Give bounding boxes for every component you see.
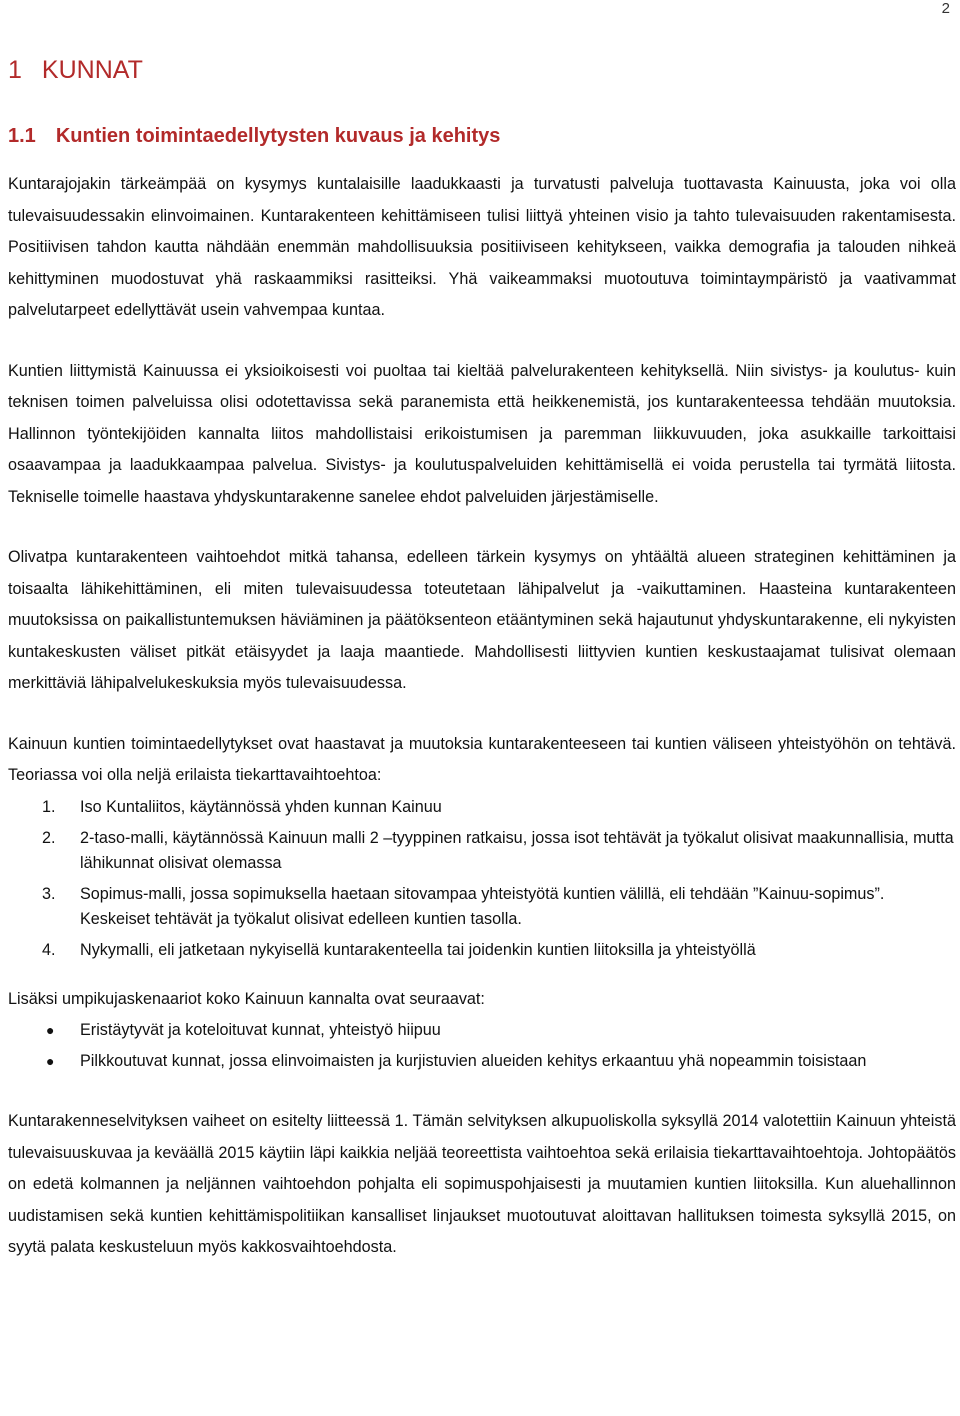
list-item-number: 1.	[42, 797, 56, 816]
paragraph-1: Kuntarajojakin tärkeämpää on kysymys kuntalaisille laadukkaasti ja turvatusti palveluja tuottavasta Kainuusta, joka voi olla tulevaisuudessakin elinvoimainen. Kuntarakenteen kehittämiseen tulisi liittyä yhteinen visio ja tahto tulevaisuuden rakentamisesta. Positiivisen tahdon kautta nähdään enemmän mahdollisuuksia positiiviseen kehitykseen, vaikka demografia ja talouden nihkeä kehittyminen muodostuvat yhä raskaammiksi rasitteiksi. Yhä vaikeammaksi muotoutuva toimintaympäristö ja vaativammat palvelutarpeet edellyttävät usein vahvempaa kuntaa.	[8, 175, 956, 319]
list-item	[8, 792, 956, 823]
heading-1-title: KUNNAT	[41, 56, 143, 84]
list-item-text: Nykymalli, eli jatketaan nykyisellä kuntarakenteella tai joidenkin kuntien liitoksilla ja yhteistyöllä	[80, 940, 756, 959]
heading-2-title: Kuntien toimintaedellytysten kuvaus ja kehitys	[55, 125, 501, 147]
list-item-number: 3.	[42, 884, 56, 903]
dead-end-scenarios-list	[8, 1015, 956, 1077]
bullet-icon: ●	[46, 1053, 55, 1069]
heading-1	[8, 56, 143, 85]
list-item-number: 2.	[42, 828, 56, 847]
heading-2-number: 1.1	[8, 125, 36, 147]
list-item-number: 4.	[42, 940, 56, 959]
document-body	[8, 169, 956, 1264]
list-item-text: 2-taso-malli, käytännössä Kainuun malli 2 –tyyppinen ratkaisu, jossa isot tehtävät ja työkalut olisivat maakunnallisia, mutta lähikunnat olisivat olemassa	[80, 828, 954, 872]
heading-1-number: 1	[8, 56, 22, 84]
page-number: 2	[941, 0, 950, 17]
bullet-icon: ●	[46, 1022, 55, 1038]
list-item-text: Sopimus-malli, jossa sopimuksella haetaan sitovampaa yhteistyötä kuntien välillä, eli tehdään ”Kainuu-sopimus”. Keskeiset tehtävät ja työkalut olisivat edelleen kuntien tasolla.	[80, 884, 885, 928]
paragraph-4: Kainuun kuntien toimintaedellytykset ovat haastavat ja muutoksia kuntarakenteeseen tai kuntien väliseen yhteistyöhön on tehtävä. Teoriassa voi olla neljä erilaista tiekarttavaihtoehtoa:	[8, 734, 956, 784]
list-item-text: Pilkkoutuvat kunnat, jossa elinvoimaisten ja kurjistuvien alueiden kehitys erkaantuu yhä nopeammin toisistaan	[80, 1052, 867, 1070]
roadmap-options-list	[8, 792, 956, 966]
list-item	[8, 1046, 956, 1077]
list-item	[8, 823, 956, 879]
list-item-text: Iso Kuntaliitos, käytännössä yhden kunnan Kainuu	[80, 797, 442, 816]
heading-2	[8, 125, 500, 148]
list-item	[8, 1015, 956, 1046]
paragraph-5: Lisäksi umpikujaskenaariot koko Kainuun kannalta ovat seuraavat:	[8, 989, 485, 1008]
list-item-text: Eristäytyvät ja koteloituvat kunnat, yhteistyö hiipuu	[80, 1021, 441, 1039]
paragraph-2: Kuntien liittymistä Kainuussa ei yksioikoisesti voi puoltaa tai kieltää palvelurakenteen kehityksellä. Niin sivistys- ja koulutus- kuin teknisen toimen palveluissa olisi odotettavissa sekä paranemista että heikkenemistä, jos kuntarakenteessa tehdään muutoksia. Hallinnon työntekijöiden kannalta liitos mahdollistaisi erikoistumisen ja paremman liikkuvuuden, joka asukkaille tarkoittaisi osaavampaa ja laadukkaampaa palvelua. Sivistys- ja koulutuspalveluiden kehittämisellä ei voida perustella tai tyrmätä liitosta. Tekniselle toimelle haastava yhdyskuntarakenne sanelee ehdot palveluiden järjestämiselle.	[8, 361, 956, 506]
list-item	[8, 935, 956, 966]
paragraph-6: Kuntarakenneselvityksen vaiheet on esitelty liitteessä 1. Tämän selvityksen alkupuoliskolla syksyllä 2014 valotettiin Kainuun yhteistä tulevaisuuskuvaa ja keväällä 2015 käytiin läpi kaikkia neljää teoreettista vaihtoehtoa sekä erilaisia tiekarttavaihtoehtoja. Johtopäätös on edetä kolmannen ja neljännen vaihtoehdon pohjalta eli sopimuspohjaisesti ja muutamien kuntien liitoksilla. Kun aluehallinnon uudistamisen sekä kuntien kehittämispolitiikan kansalliset linjaukset muotoutuvat aloittavan hallituksen toimesta syksyllä 2015, on syytä palata keskusteluun myös kakkosvaihtoehdosta.	[8, 1112, 956, 1256]
paragraph-3: Olivatpa kuntarakenteen vaihtoehdot mitkä tahansa, edelleen tärkein kysymys on yhtäältä alueen strateginen kehittäminen ja toisaalta lähikehittäminen, eli miten tulevaisuudessa toteutetaan lähipalvelut ja -vaikuttaminen. Haasteina kuntarakenteen muutoksissa on paikallistuntemuksen häviäminen ja päätöksenteon etääntyminen sekä hajautunut yhdyskuntarakenne, eli nykyisten kuntakeskusten väliset pitkät etäisyydet ja laaja maantiede. Mahdollisesti liittyvien kuntien keskustaajamat tulisivat olemaan merkittäviä lähipalvelukeskuksia myös tulevaisuudessa.	[8, 548, 956, 692]
list-item	[8, 879, 956, 935]
